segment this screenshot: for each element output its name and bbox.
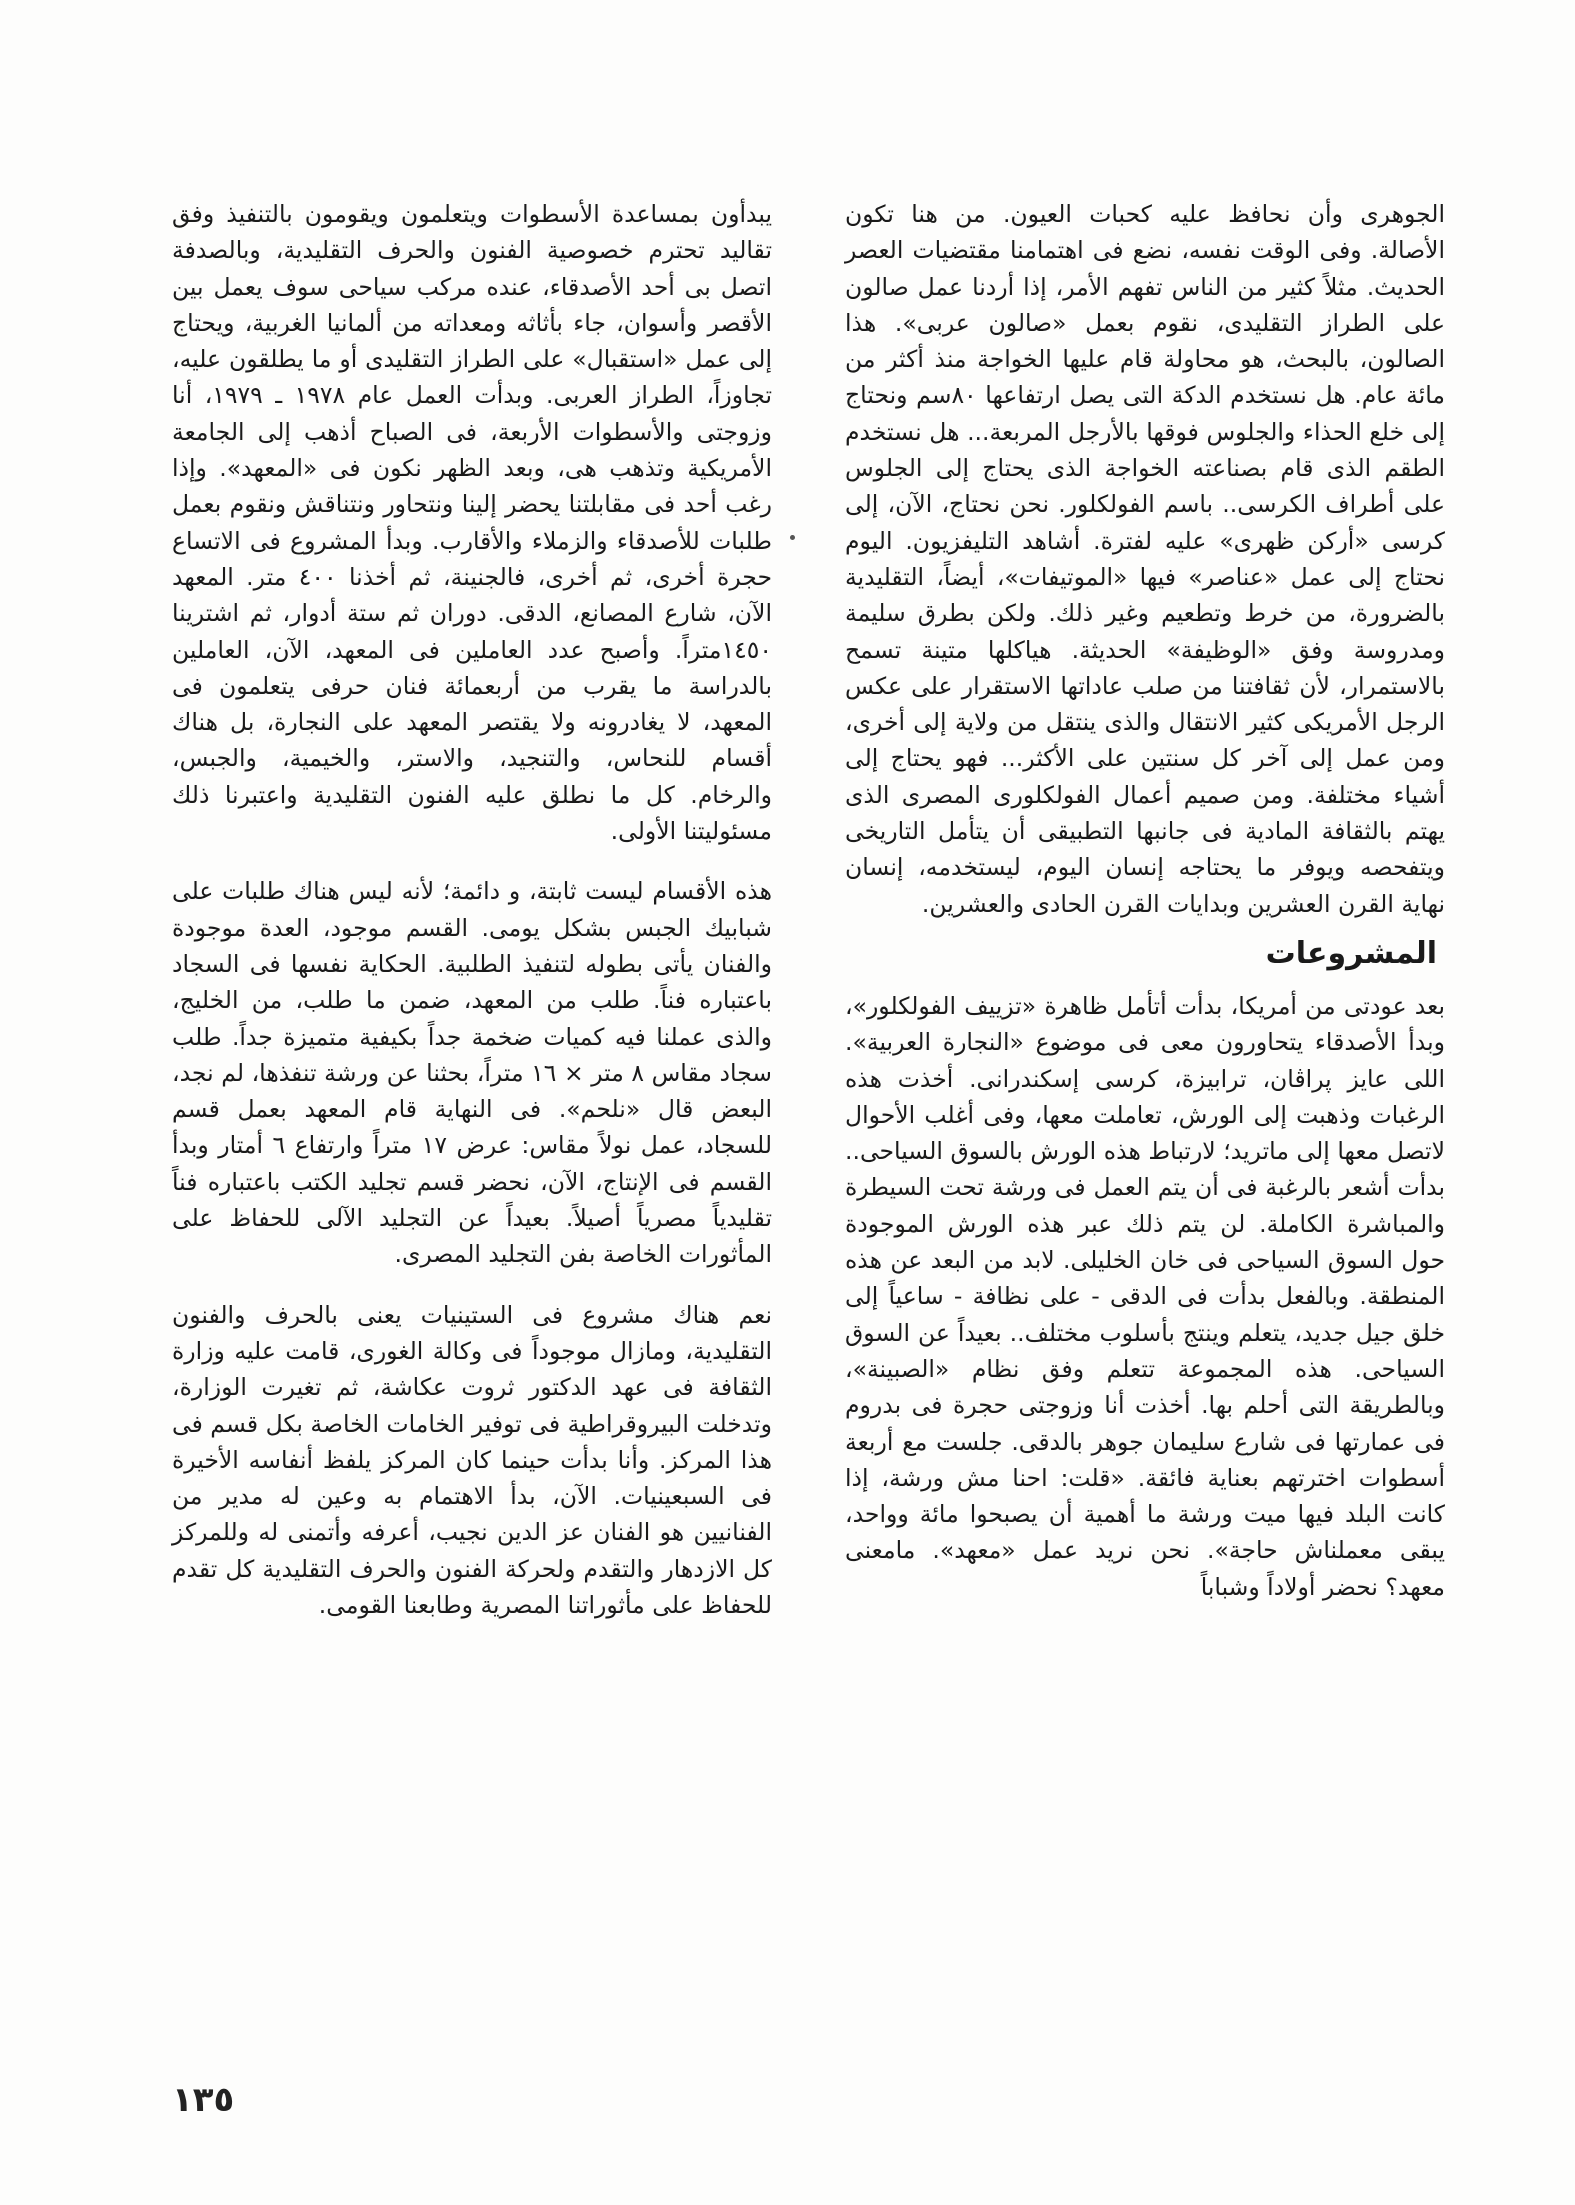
right-column bbox=[845, 196, 1445, 1605]
left-paragraph-3: نعم هناك مشروع فى الستينيات يعنى بالحرف والفنون التقليدية، ومازال موجوداً فى وكالة الغورى، قامت عليه وزارة الثقافة فى عهد الدكتور ثروت عكاشة، ثم تغيرت الوزارة، وتدخلت البيروقراطية فى توفير الخامات الخاصة بكل قسم فى هذا المركز. وأنا بدأت حينما كان المركز يلفظ أنفاسه الأخيرة فى السبعينيات. الآن، بدأ الاهتمام به وعين له مدير من الفنانيين هو الفنان عز الدين نجيب، أعرفه وأتمنى له وللمركز كل الازدهار والتقدم ولحركة الفنون والحرف التقليدية كل تقدم للحفاظ على مأثوراتنا المصرية وطابعنا القومى. bbox=[172, 1300, 772, 1619]
margin-dot bbox=[790, 535, 795, 540]
left-paragraph-1: يبدأون بمساعدة الأسطوات ويتعلمون ويقومون بالتنفيذ وفق تقاليد تحترم خصوصية الفنون والحرف التقليدية، وبالصدفة اتصل بى أحد الأصدقاء، عنده مركب سياحى سوف يعمل بين الأقصر وأسوان، جاء بأثاثه ومعداته من ألمانيا الغربية، ويحتاج إلى عمل «استقبال» على الطراز التقليدى أو ما يطلقون عليه، تجاوزاً، الطراز العربى. وبدأت العمل عام ١٩٧٨ ـ ١٩٧٩، أنا وزوجتى والأسطوات الأربعة، فى الصباح أذهب إلى الجامعة الأمريكية وتذهب هى، وبعد الظهر نكون فى «المعهد». وإذا رغب أحد فى مقابلتنا يحضر إلينا ونتحاور ونتناقش ونقوم بعمل طلبات للأصدقاء والزملاء والأقارب. وبدأ المشروع فى الاتساع حجرة أخرى، ثم أخرى، فالجنينة، ثم أخذنا ٤٠٠ متر. المعهد الآن، شارع المصانع، الدقى. دوران ثم ستة أدوار، ثم اشترينا ١٤٥٠متراً. وأصبح عدد العاملين فى المعهد، الآن، العاملين بالدراسة ما يقرب من أربعمائة فنان حرفى يتعلمون فى المعهد، لا يغادرونه ولا يقتصر المعهد على النجارة، بل هناك أقسام للنحاس، والتنجيد، والاستر، والخيمية، والجبس، والرخام. كل ما نطلق عليه الفنون التقليدية واعتبرنا ذلك مسئوليتنا الأولى. bbox=[172, 200, 772, 846]
page-number: ١٣٥ bbox=[172, 2080, 235, 2120]
right-paragraph-2: بعد عودتى من أمريكا، بدأت أتأمل ظاهرة «تزييف الفولكلور»، وبدأ الأصدقاء يتحاورون معى فى موضوع «النجارة العربية». اللى عايز پراڤان، ترابيزة، كرسى إسكندرانى. أخذت هذه الرغبات وذهبت إلى الورش، تعاملت معها، وفى أغلب الأحوال لاتصل معها إلى ماتريد؛ لارتباط هذه الورش بالسوق السياحى.. بدأت أشعر بالرغبة فى أن يتم العمل فى ورشة تحت السيطرة والمباشرة الكاملة. لن يتم ذلك عبر هذه الورش الموجودة حول السوق السياحى فى خان الخليلى. لابد من البعد عن هذه المنطقة. وبالفعل بدأت فى الدقى - على نظافة - ساعياً إلى خلق جيل جديد، يتعلم وينتج بأسلوب مختلف.. بعيداً عن السوق السياحى. هذه المجموعة تتعلم وفق نظام «الصبينة»، وبالطريقة التى أحلم بها. أخذت أنا وزوجتى حجرة فى بدروم فى عمارتها فى شارع سليمان جوهر بالدقى. جلست مع أربعة أسطوات اخترتهم بعناية فائقة. «قلت: احنا مش ورشة، إذا كانت البلد فيها ميت ورشة ما أهمية أن يصبحوا مائة وواحد، يبقى معملناش حاجة». نحن نريد عمل «معهد». مامعنى معهد؟ نحضر أولاداً وشباباً bbox=[845, 991, 1445, 1601]
right-paragraph-1: الجوهرى وأن نحافظ عليه كحبات العيون. من هنا تكون الأصالة. وفى الوقت نفسه، نضع فى اهتمامنا مقتضيات العصر الحديث. مثلاً كثير من الناس تفهم الأمر، إذا أردنا عمل صالون على الطراز التقليدى، نقوم بعمل «صالون عربى». هذا الصالون، بالبحث، هو محاولة قام عليها الخواجة منذ أكثر من مائة عام. هل نستخدم الدكة التى يصل ارتفاعها ٨٠سم ونحتاج إلى خلع الحذاء والجلوس فوقها بالأرجل المربعة... هل نستخدم الطقم الذى قام بصناعته الخواجة الذى يحتاج إلى الجلوس على أطراف الكرسى.. باسم الفولكلور. نحن نحتاج، الآن، إلى كرسى «أركن ظهرى» عليه لفترة. أشاهد التليفزيون. اليوم نحتاج إلى عمل «عناصر» فيها «الموتيفات»، أيضاً، التقليدية بالضرورة، من خرط وتطعيم وغير ذلك. ولكن بطرق سليمة ومدروسة وفق «الوظيفة» الحديثة. هياكلها متينة تسمح بالاستمرار، لأن ثقافتنا من صلب عاداتها الاستقرار على عكس الرجل الأمريكى كثير الانتقال والذى ينتقل من ولاية إلى أخرى، ومن عمل إلى آخر كل سنتين على الأكثر... فهو يحتاج إلى أشياء مختلفة. ومن صميم أعمال الفولكلورى المصرى الذى يهتم بالثقافة المادية فى جانبها التطبيقى أن يتأمل التاريخى ويتفحصه ويوفر ما يحتاجه إنسان اليوم، ليستخدمه، إنسان نهاية القرن العشرين وبدايات القرن الحادى والعشرين. bbox=[845, 200, 1445, 918]
section-heading: المشروعات bbox=[1265, 935, 1437, 971]
left-paragraph-2: هذه الأقسام ليست ثابتة، و دائمة؛ لأنه ليس هناك طلبات على شبابيك الجبس بشكل يومى. القسم موجود، العدة موجودة والفنان يأتى بطوله لتنفيذ الطلبية. الحكاية نفسها فى السجاد باعتباره فناً. طلب من المعهد، ضمن ما طلب، من الخليج، والذى عملنا فيه كميات ضخمة جداً بكيفية متميزة جداً. طلب سجاد مقاس ٨ متر × ١٦ متراً، بحثنا عن ورشة تنفذها، لم نجد، البعض قال «نلحم». فى النهاية قام المعهد بعمل قسم للسجاد، عمل نولاً مقاس: عرض ١٧ متراً وارتفاع ٦ أمتار وبدأ القسم فى الإنتاج، الآن، نحضر قسم تجليد الكتب باعتباره فناً تقليدياً مصرياً أصيلاً. بعيداً عن التجليد الآلى للحفاظ على المأثورات الخاصة بفن التجليد المصرى. bbox=[172, 877, 772, 1269]
left-column bbox=[172, 196, 772, 1623]
